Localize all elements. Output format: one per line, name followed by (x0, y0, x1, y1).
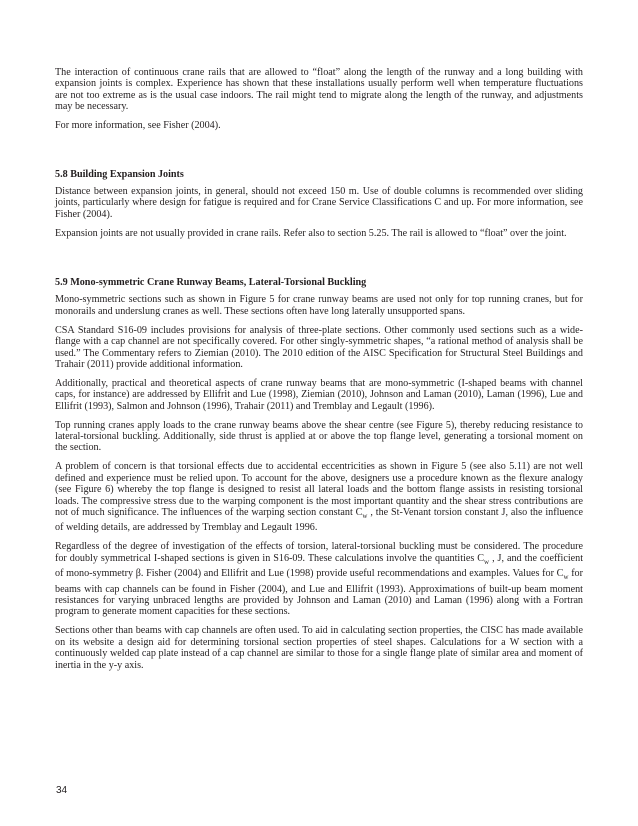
intro-block (55, 67, 583, 132)
paragraph: CSA Standard S16-09 includes provisions for analysis of three-plate sections. Other commonly used sections such as a wide-flange with a cap channel are not specifically covered. For other singly-symmetric shapes, “a rational method of analysis shall be used.” The Commentary refers to Ziemian (2010). The 2010 edition of the AISC Specification for Structural Steel Buildings and Trahair (2011) provide additional information. (55, 324, 583, 370)
page-number: 34 (56, 785, 68, 796)
paragraph: Regardless of the degree of investigation of the effects of torsion, lateral-torsional buckling must be considered. The procedure for doubly symmetrical I-shaped sections is given in S16-09. These calculations involve the quantities $C_w$ , J, and the coefficient of mono-symmetry β. Fisher (2004) and Ellifrit and Lue (1998) provide useful recommendations and examples. Values for $C_w$ for beams with cap channels can be found in Fisher (2004), and Lue and Ellifrit (1993). Approximations of built-up beam moment resistances for varying unbraced lengths are provided by Johnson and Laman (2010) and Laman (1996) along with a Fortran program to generate moment capacities for these sections. (55, 541, 584, 618)
paragraph: Top running cranes apply loads to the crane runway beams above the shear centre (see Figure 5), thereby reducing resistance to lateral-torsional buckling. Additionally, side thrust is applied at or above the top flange level, generating a torsional moment on the section. (55, 419, 583, 454)
section-5-8 (55, 169, 583, 240)
section-heading: 5.9 Mono-symmetric Crane Runway Beams, Lateral-Torsional Buckling (55, 277, 367, 289)
paragraph: The interaction of continuous crane rails that are allowed to “float” along the length of the runway and a long building with expansion joints is complex. Experience has shown that these installations usually perform well when temperature fluctuations are not too extreme as is the usual case indoors. The rail might tend to migrate along the length of the runway, and adjustments may be necessary. (55, 67, 583, 113)
paragraph: For more information, see Fisher (2004). (55, 120, 221, 132)
paragraph: Mono-symmetric sections such as shown in Figure 5 for crane runway beams are used not only for top running cranes, but for monorails and underslung cranes as well. These sections often have long laterally unsupported spans. (55, 294, 583, 317)
paragraph: Sections other than beams with cap channels are often used. To aid in calculating section properties, the CISC has made available on its website a design aid for determining torsional section properties of steel shapes. Calculations for a W section with a continuously welded cap plate instead of a cap channel are similar to those for a single flange plate of similar area and moment of inertia in the y-y axis. (55, 625, 583, 671)
section-5-9 (55, 277, 583, 671)
section-heading: 5.8 Building Expansion Joints (55, 168, 184, 180)
paragraph: Expansion joints are not usually provided in crane rails. Refer also to section 5.25. The rail is allowed to “float” over the joint. (55, 227, 567, 239)
paragraph: A problem of concern is that torsional effects due to accidental eccentricities as shown in Figure 5 (see also 5.11) are not well defined and experience must be relied upon. To account for the above, designers use a procedure known as the flexure analogy (see Figure 6) whereby the top flange is designed to resist all lateral loads and the bottom flange assists in resisting torsional loads. The compressive stress due to the warping component is the most important quantity and the shear stress contributions are not of much significance. The influences of the warping section constant $C_w$ , the St-Venant torsion constant J, also the influence of welding details, are addressed by Tremblay and Legault 1996. (55, 461, 583, 534)
paragraph: Additionally, practical and theoretical aspects of crane runway beams that are mono-symmetric (I-shaped beams with channel caps, for instance) are addressed by Ellifrit and Lue (1998), Ziemian (2010), Johnson and Laman (2010), Laman (1996), Lue and Ellifrit (1993), Salmon and Johnson (1996), Trahair (2011) and Tremblay and Legault (1996). (55, 377, 583, 412)
paragraph: Distance between expansion joints, in general, should not exceed 150 m. Use of double columns is recommended over sliding joints, particularly where design for fatigue is required and for Crane Service Classifications C and up. For more information, see Fisher (2004). (55, 185, 583, 220)
